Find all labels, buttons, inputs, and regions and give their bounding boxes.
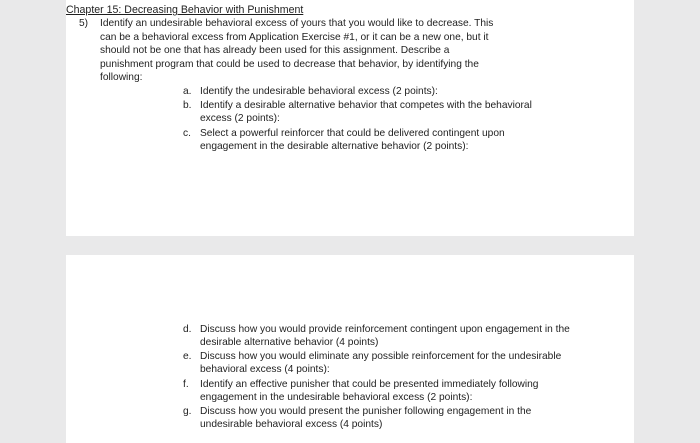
- sub-question-letter: c.: [183, 128, 191, 139]
- sub-question-letter: e.: [183, 351, 192, 362]
- sub-question-text: Select a powerful reinforcer that could be delivered contingent upon engagement in the desirable alternative behavior (2 points):: [200, 128, 505, 153]
- question-prompt: Identify an undesirable behavioral excess of yours that you would like to decrease. This can be a behavioral excess from Application Exercise #1, or it can be a new one, but it should not be one that has already been used for this assignment. Describe a punishment program that could be used to decrease that behavior, by identifying the following:: [100, 18, 494, 83]
- sub-question-text: Discuss how you would eliminate any possible reinforcement for the undesirable behavioral excess (4 points):: [200, 351, 562, 376]
- sub-question-g: [183, 405, 573, 433]
- sub-question-text: Discuss how you would present the punisher following engagement in the undesirable behavioral excess (4 points): [200, 406, 532, 431]
- question-number: 5): [79, 18, 89, 29]
- chapter-title: Chapter 15: Decreasing Behavior with Punishment: [66, 4, 304, 16]
- sub-question-letter: f.: [183, 379, 189, 390]
- sub-question-text: Discuss how you would provide reinforcement contingent upon engagement in the desirable alternative behavior (4 points): [200, 324, 570, 349]
- sub-question-a: [183, 85, 563, 99]
- sub-question-c: [183, 127, 563, 155]
- sub-question-letter: d.: [183, 324, 192, 335]
- sub-question-b: [183, 99, 563, 127]
- sub-question-text: Identify the undesirable behavioral excess (2 points):: [200, 86, 438, 97]
- sub-question-d: [183, 323, 573, 351]
- sub-question-text: Identify an effective punisher that could be presented immediately following engagement in the undesirable behavioral excess (2 points):: [200, 379, 539, 404]
- sub-question-f: [183, 378, 573, 406]
- sub-question-text: Identify a desirable alternative behavior that competes with the behavioral excess (2 points):: [200, 100, 532, 125]
- sub-question-e: [183, 350, 573, 378]
- sub-question-letter: a.: [183, 86, 192, 97]
- sub-question-letter: b.: [183, 100, 192, 111]
- sub-question-letter: g.: [183, 406, 192, 417]
